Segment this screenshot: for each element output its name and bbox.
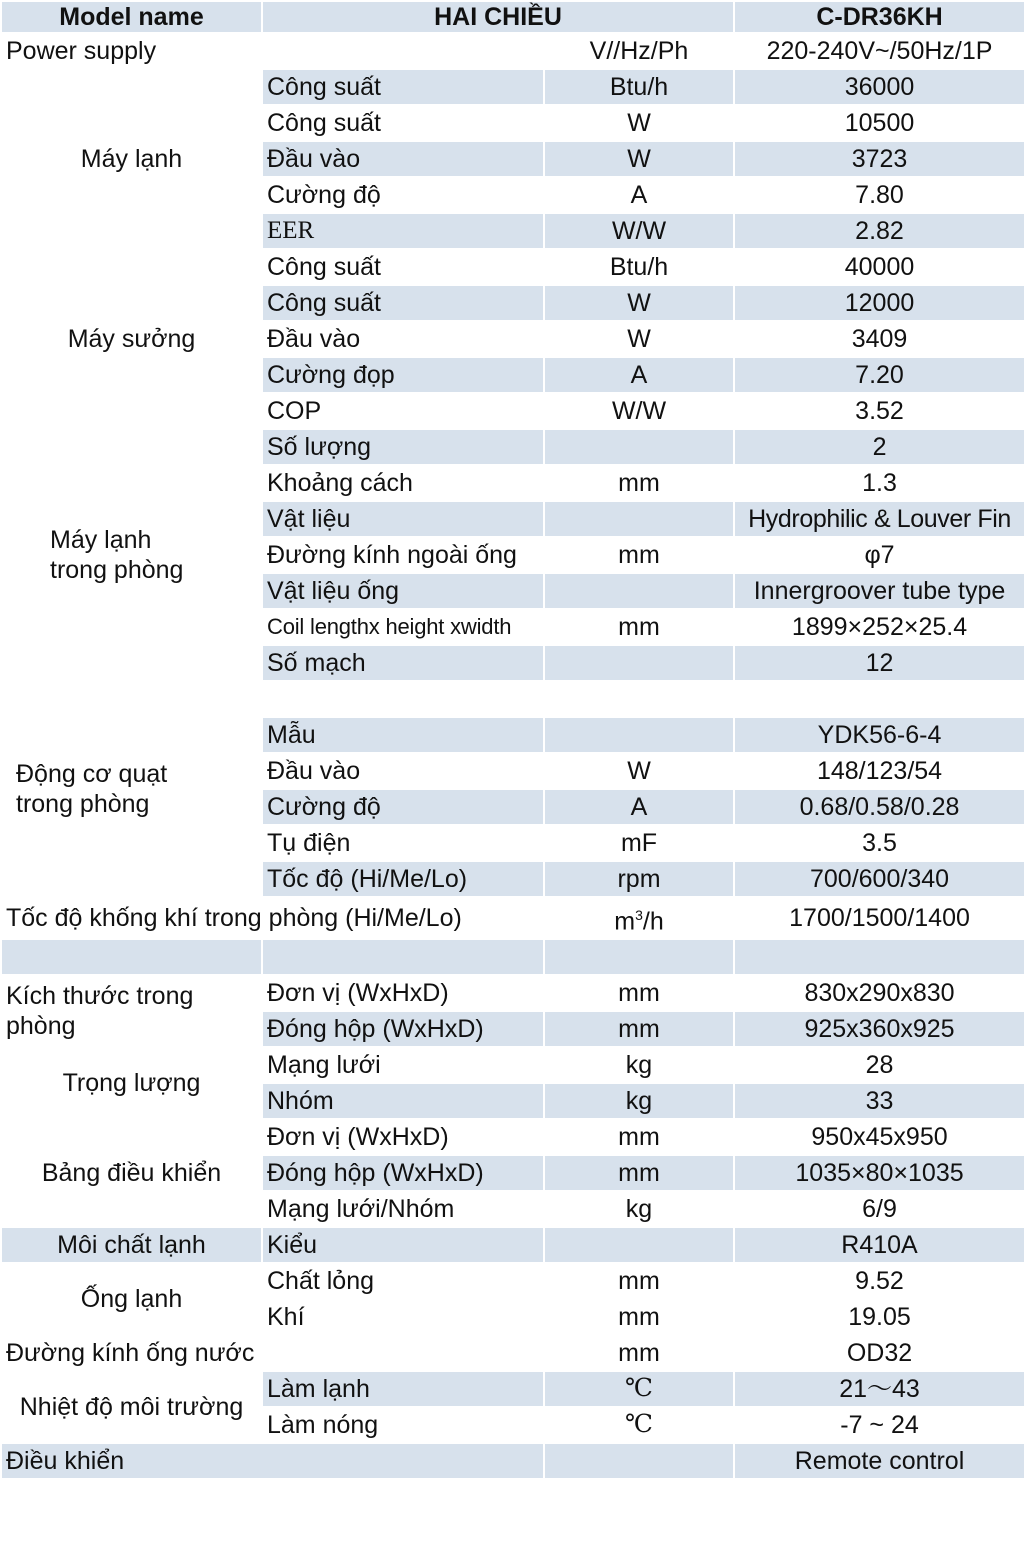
row-value: 28 — [734, 1047, 1024, 1083]
row-value: 830x290x830 — [734, 975, 1024, 1011]
row-value: 36000 — [734, 69, 1024, 105]
row-label — [262, 681, 544, 717]
table-row — [1, 681, 1024, 717]
row-unit — [544, 681, 734, 717]
row-value: 3.5 — [734, 825, 1024, 861]
control-row — [1, 1443, 1024, 1479]
row-value: Innergroover tube type — [734, 573, 1024, 609]
table-row — [1, 975, 1024, 1011]
row-value: 925x360x925 — [734, 1011, 1024, 1047]
row-unit: kg — [544, 1191, 734, 1227]
table-row — [1, 1371, 1024, 1407]
model-header: C-DR36KH — [734, 1, 1024, 33]
row-value: 10500 — [734, 105, 1024, 141]
airflow-label: Tốc độ khống khí trong phòng (Hi/Me/Lo) — [1, 897, 544, 939]
row-unit: mm — [544, 975, 734, 1011]
row-value: 21～43 — [734, 1371, 1024, 1407]
empty-cell — [1, 939, 262, 975]
table-row — [1, 69, 1024, 105]
row-unit: A — [544, 357, 734, 393]
row-label: COP — [262, 393, 544, 429]
row-unit: W — [544, 105, 734, 141]
row-value: 19.05 — [734, 1299, 1024, 1335]
row-value: 700/600/340 — [734, 861, 1024, 897]
indoor-coil-group-label — [1, 429, 262, 681]
row-label: Khoảng cách — [262, 465, 544, 501]
header-row — [1, 1, 1024, 33]
row-unit — [544, 645, 734, 681]
row-unit — [544, 429, 734, 465]
row-unit: ℃ — [544, 1371, 734, 1407]
fan-motor-group-label — [1, 681, 262, 897]
row-label: Công suất — [262, 249, 544, 285]
row-label: Cường đọp — [262, 357, 544, 393]
row-label: Làm nóng — [262, 1407, 544, 1443]
row-label: Đầu vào — [262, 321, 544, 357]
row-unit: rpm — [544, 861, 734, 897]
row-label: Kiểu — [262, 1227, 544, 1263]
row-label: Làm lạnh — [262, 1371, 544, 1407]
row-unit: mF — [544, 825, 734, 861]
row-value: 1.3 — [734, 465, 1024, 501]
group-line: Máy lạnh — [50, 526, 152, 554]
row-label: Cường độ — [262, 177, 544, 213]
table-row — [1, 249, 1024, 285]
row-unit — [544, 501, 734, 537]
drain-label: Đường kính ống nước — [1, 1335, 544, 1371]
airflow-unit — [544, 897, 734, 939]
row-unit: A — [544, 177, 734, 213]
refrigerant-group-label: Môi chất lạnh — [1, 1227, 262, 1263]
row-value: -7 ~ 24 — [734, 1407, 1024, 1443]
type-header: HAI CHIỀU — [262, 1, 734, 33]
power-unit: V//Hz/Ph — [544, 33, 734, 69]
row-label: Đầu vào — [262, 753, 544, 789]
row-unit: mm — [544, 1155, 734, 1191]
row-unit: mm — [544, 537, 734, 573]
table-row — [1, 1119, 1024, 1155]
row-unit: W — [544, 753, 734, 789]
row-label: Mẫu — [262, 717, 544, 753]
row-label: EER — [262, 213, 544, 249]
weight-group-label: Trọng lượng — [1, 1047, 262, 1119]
row-label: Tốc độ (Hi/Me/Lo) — [262, 861, 544, 897]
control-label: Điều khiển — [1, 1443, 544, 1479]
row-value: 2 — [734, 429, 1024, 465]
row-label: Vật liệu — [262, 501, 544, 537]
group-line: Động cơ quạt — [16, 760, 168, 788]
row-label: Vật liệu ống — [262, 573, 544, 609]
row-label: Đầu vào — [262, 141, 544, 177]
row-label: Đơn vị (WxHxD) — [262, 975, 544, 1011]
row-label: Công suất — [262, 69, 544, 105]
row-unit: mm — [544, 1263, 734, 1299]
row-unit: kg — [544, 1083, 734, 1119]
row-label: Đường kính ngoài ống — [262, 537, 544, 573]
row-label: Mạng lưới — [262, 1047, 544, 1083]
drain-row — [1, 1335, 1024, 1371]
row-unit: W — [544, 141, 734, 177]
row-value: 6/9 — [734, 1191, 1024, 1227]
unit-base: m — [614, 907, 636, 936]
row-value: 1035×80×1035 — [734, 1155, 1024, 1191]
row-label: Công suất — [262, 285, 544, 321]
row-value: 2.82 — [734, 213, 1024, 249]
row-label: Coil lengthx height xwidth — [262, 609, 544, 645]
row-unit: W — [544, 321, 734, 357]
row-unit: W — [544, 285, 734, 321]
empty-cell — [734, 939, 1024, 975]
model-name-header: Model name — [1, 1, 262, 33]
row-value: 3.52 — [734, 393, 1024, 429]
row-value — [734, 681, 1024, 717]
row-unit: mm — [544, 1011, 734, 1047]
row-label: Số mạch — [262, 645, 544, 681]
pipe-group-label: Ống lạnh — [1, 1263, 262, 1335]
row-value: 1899×252×25.4 — [734, 609, 1024, 645]
table-row — [1, 1263, 1024, 1299]
heating-group-label: Máy sưởng — [1, 249, 262, 429]
panel-group-label: Bảng điều khiển — [1, 1119, 262, 1227]
power-label: Power supply — [1, 33, 544, 69]
airflow-value: 1700/1500/1400 — [734, 897, 1024, 939]
row-label: Mạng lưới/Nhóm — [262, 1191, 544, 1227]
row-value: 12 — [734, 645, 1024, 681]
row-value: 950x45x950 — [734, 1119, 1024, 1155]
drain-unit: mm — [544, 1335, 734, 1371]
row-value: 40000 — [734, 249, 1024, 285]
row-unit: W/W — [544, 393, 734, 429]
row-value: YDK56-6-4 — [734, 717, 1024, 753]
row-unit: A — [544, 789, 734, 825]
table-row — [1, 1047, 1024, 1083]
group-line: phòng — [6, 1012, 76, 1041]
row-value: 7.80 — [734, 177, 1024, 213]
row-value: R410A — [734, 1227, 1024, 1263]
row-value: 3723 — [734, 141, 1024, 177]
dimensions-group-label — [1, 975, 262, 1047]
row-unit: mm — [544, 465, 734, 501]
separator-row — [1, 939, 1024, 975]
row-value: Hydrophilic & Louver Fin — [734, 501, 1024, 537]
row-label: Tụ điện — [262, 825, 544, 861]
control-value: Remote control — [734, 1443, 1024, 1479]
row-unit: Btu/h — [544, 69, 734, 105]
row-label: Công suất — [262, 105, 544, 141]
row-label: Chất lỏng — [262, 1263, 544, 1299]
row-label: Đơn vị (WxHxD) — [262, 1119, 544, 1155]
row-value: 0.68/0.58/0.28 — [734, 789, 1024, 825]
row-label: Số lượng — [262, 429, 544, 465]
group-line: trong phòng — [50, 556, 184, 584]
cooling-group-label: Máy lạnh — [1, 69, 262, 249]
row-value: 7.20 — [734, 357, 1024, 393]
group-line: trong phòng — [16, 790, 150, 818]
row-value: 33 — [734, 1083, 1024, 1119]
row-unit — [544, 573, 734, 609]
unit-tail: /h — [642, 907, 664, 936]
row-label: Khí — [262, 1299, 544, 1335]
empty-cell — [262, 939, 544, 975]
row-unit: Btu/h — [544, 249, 734, 285]
empty-cell — [544, 939, 734, 975]
row-unit — [544, 717, 734, 753]
group-line: Kích thước trong — [6, 982, 194, 1011]
power-row — [1, 33, 1024, 69]
row-value: 3409 — [734, 321, 1024, 357]
drain-value: OD32 — [734, 1335, 1024, 1371]
row-label: Nhóm — [262, 1083, 544, 1119]
table-row — [1, 429, 1024, 465]
airflow-row — [1, 897, 1024, 939]
row-value: φ7 — [734, 537, 1024, 573]
row-unit: W/W — [544, 213, 734, 249]
row-value: 12000 — [734, 285, 1024, 321]
row-label: Cường độ — [262, 789, 544, 825]
row-unit: ℃ — [544, 1407, 734, 1443]
row-label: Đóng hộp (WxHxD) — [262, 1155, 544, 1191]
row-unit: kg — [544, 1047, 734, 1083]
unit-sup: 3 — [635, 907, 643, 923]
row-unit: mm — [544, 1119, 734, 1155]
row-unit: mm — [544, 1299, 734, 1335]
row-value: 9.52 — [734, 1263, 1024, 1299]
refrigerant-row — [1, 1227, 1024, 1263]
power-value: 220-240V~/50Hz/1P — [734, 33, 1024, 69]
row-value: 148/123/54 — [734, 753, 1024, 789]
row-label: Đóng hộp (WxHxD) — [262, 1011, 544, 1047]
control-unit — [544, 1443, 734, 1479]
row-unit: mm — [544, 609, 734, 645]
ambient-group-label: Nhiệt độ môi trường — [1, 1371, 262, 1443]
row-unit — [544, 1227, 734, 1263]
